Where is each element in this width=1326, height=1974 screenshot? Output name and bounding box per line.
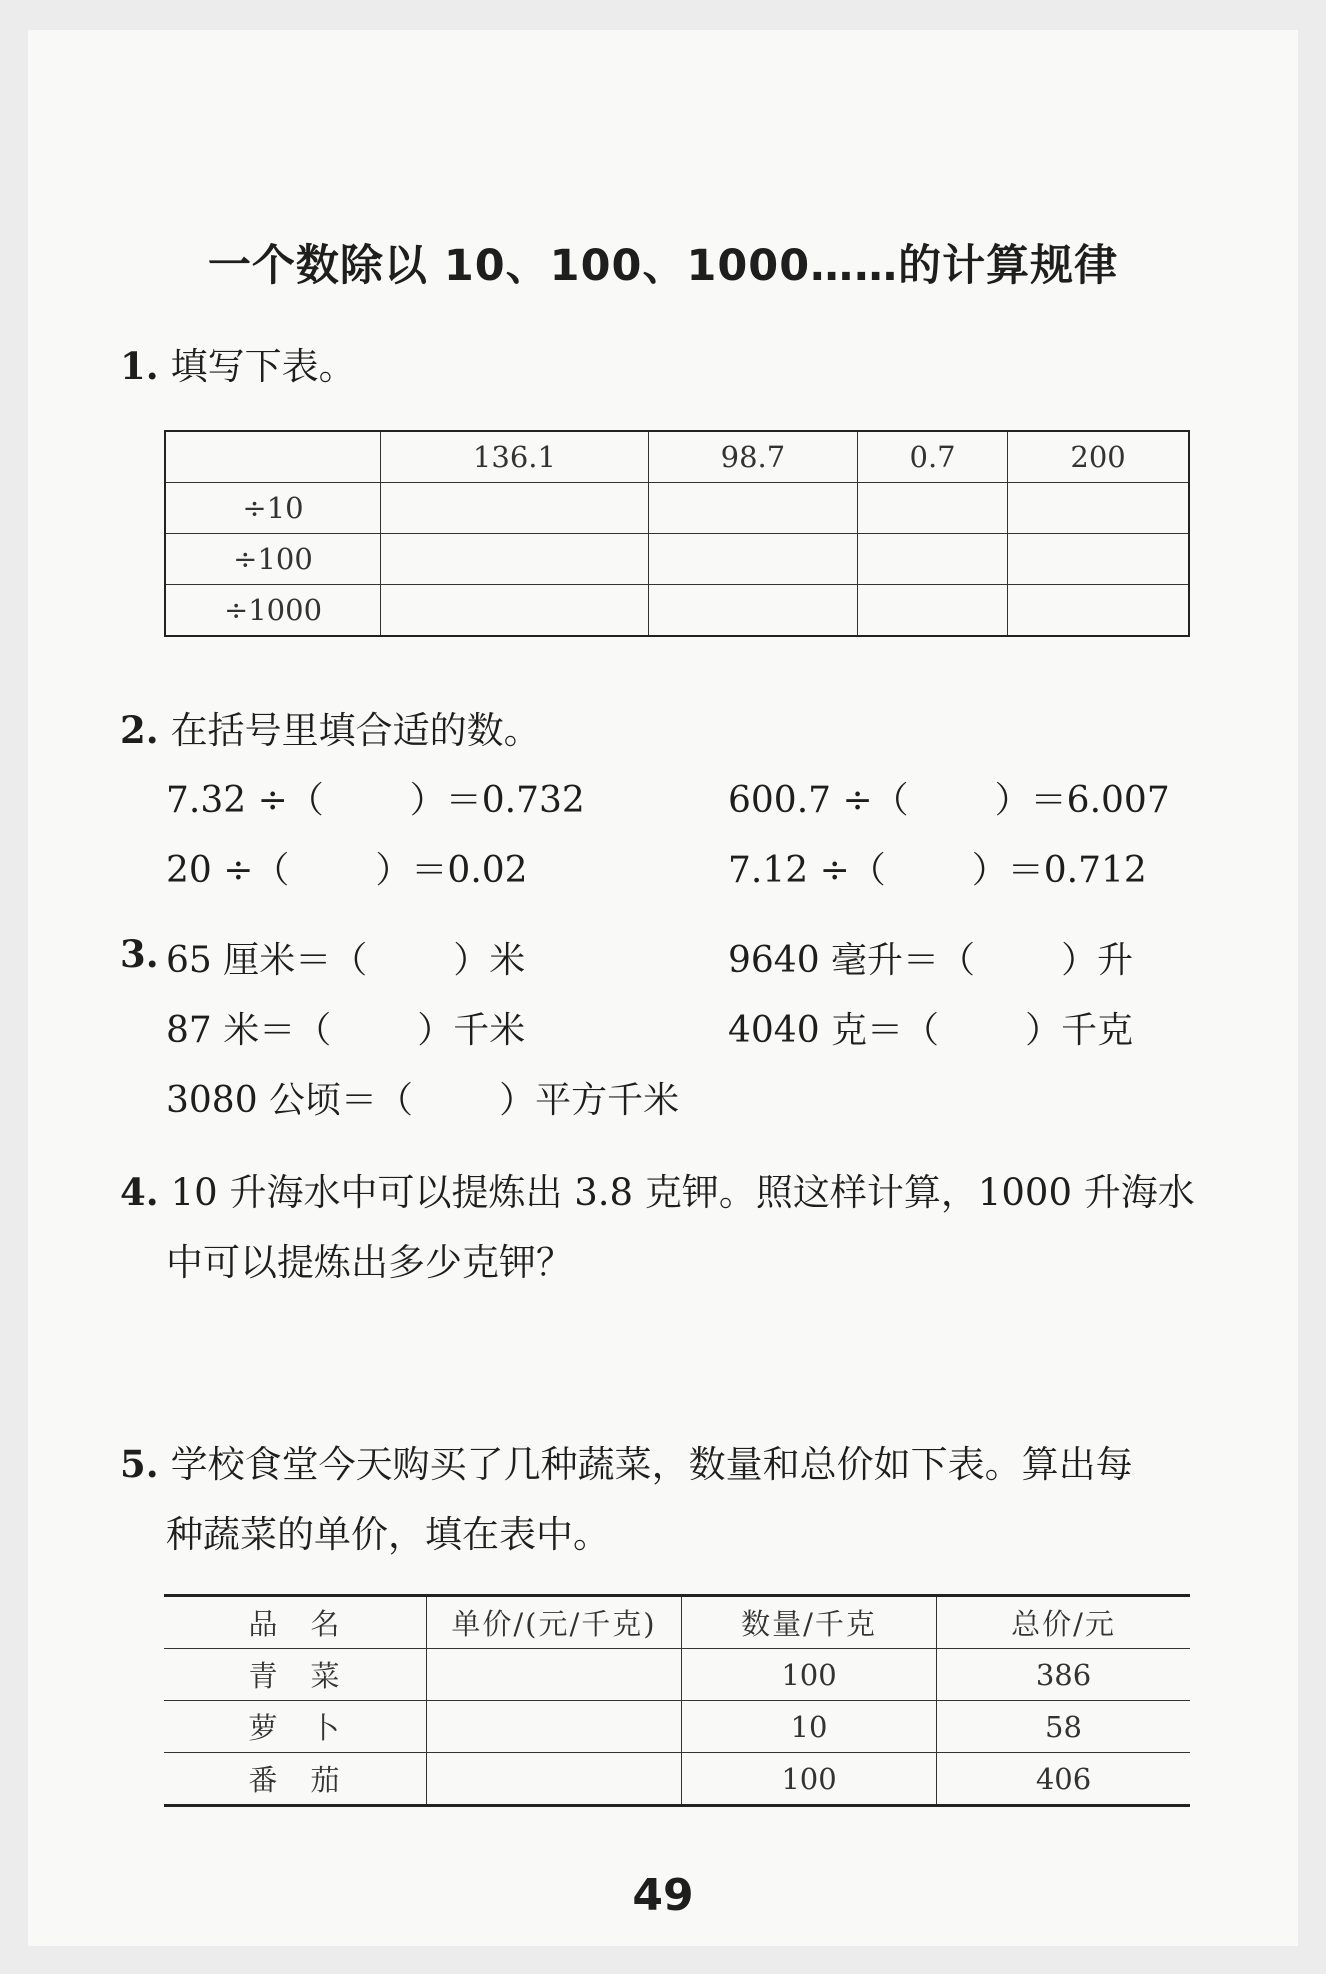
answer-cell[interactable] (857, 585, 1007, 637)
table-header-row (164, 1596, 1190, 1649)
question-1 (120, 336, 356, 390)
table-header-cell: 98.7 (648, 431, 857, 483)
table-header-cell: 0.7 (857, 431, 1007, 483)
row-label: ÷10 (165, 483, 381, 534)
vegetable-table (164, 1594, 1190, 1807)
page-title: 一个数除以 10、100、1000……的计算规律 (207, 241, 1119, 291)
answer-cell[interactable] (1008, 534, 1189, 585)
answer-cell[interactable] (1008, 483, 1189, 534)
question-number: 3. (120, 932, 159, 976)
table-header-cell: 数量/千克 (682, 1596, 937, 1649)
quantity-cell: 10 (682, 1701, 937, 1753)
answer-cell[interactable] (427, 1649, 682, 1701)
question-text-continued: 中可以提炼出多少克钾？ (166, 1241, 573, 1284)
answer-cell[interactable] (381, 483, 649, 534)
answer-cell[interactable] (381, 534, 649, 585)
answer-cell[interactable] (857, 534, 1007, 585)
answer-cell[interactable] (381, 585, 649, 637)
table-row (165, 585, 1189, 637)
answer-cell[interactable] (648, 483, 857, 534)
page-number: 49 (632, 1870, 694, 1921)
fill-item: 87 米＝（ ）千米 (166, 1010, 526, 1051)
question-text: 学校食堂今天购买了几种蔬菜，数量和总价如下表。算出每 (170, 1443, 1133, 1486)
total-cell: 58 (937, 1701, 1191, 1753)
table-cell (165, 431, 381, 483)
table-header-cell: 品 名 (164, 1596, 427, 1649)
table-header-cell: 单价/(元/千克) (427, 1596, 682, 1649)
question-text: 10 升海水中可以提炼出 3.8 克钾。照这样计算，1000 升海水 (170, 1171, 1195, 1214)
fill-item: 3080 公顷＝（ ）平方千米 (166, 1080, 680, 1121)
total-cell: 386 (937, 1649, 1191, 1701)
table-row (164, 1753, 1190, 1806)
fill-item: 7.12 ÷（ ）＝0.712 (728, 850, 1147, 891)
vegetable-name: 青 菜 (164, 1649, 427, 1701)
question-3 (120, 932, 171, 976)
table-row (164, 1649, 1190, 1701)
answer-cell[interactable] (427, 1753, 682, 1806)
question-number: 4. (120, 1170, 159, 1214)
table-header-row (165, 431, 1189, 483)
question-number: 5. (120, 1442, 159, 1486)
question-2 (120, 700, 541, 754)
answer-cell[interactable] (427, 1701, 682, 1753)
fill-item: 9640 毫升＝（ ）升 (728, 940, 1134, 981)
table-header-cell: 200 (1008, 431, 1189, 483)
answer-cell[interactable] (648, 534, 857, 585)
fill-item: 20 ÷（ ）＝0.02 (166, 850, 528, 891)
row-label: ÷1000 (165, 585, 381, 637)
total-cell: 406 (937, 1753, 1191, 1806)
fill-item: 600.7 ÷（ ）＝6.007 (728, 780, 1170, 821)
answer-cell[interactable] (648, 585, 857, 637)
table-header-cell: 总价/元 (937, 1596, 1191, 1649)
vegetable-name: 番 茄 (164, 1753, 427, 1806)
answer-cell[interactable] (857, 483, 1007, 534)
quantity-cell: 100 (682, 1753, 937, 1806)
fill-item: 7.32 ÷（ ）＝0.732 (166, 780, 585, 821)
question-number: 1. (120, 344, 159, 388)
question-4 (120, 1162, 1195, 1216)
question-number: 2. (120, 708, 159, 752)
answer-cell[interactable] (1008, 585, 1189, 637)
question-text: 在括号里填合适的数。 (170, 709, 541, 752)
table-row (165, 483, 1189, 534)
question-text: 填写下表。 (170, 345, 356, 388)
table-row (164, 1701, 1190, 1753)
question-text-continued: 种蔬菜的单价，填在表中。 (166, 1513, 610, 1556)
table-header-cell: 136.1 (381, 431, 649, 483)
row-label: ÷100 (165, 534, 381, 585)
fill-item: 4040 克＝（ ）千克 (728, 1010, 1134, 1051)
fill-item: 65 厘米＝（ ）米 (166, 940, 526, 981)
division-table (164, 430, 1190, 637)
quantity-cell: 100 (682, 1649, 937, 1701)
table-row (165, 534, 1189, 585)
vegetable-name: 萝 卜 (164, 1701, 427, 1753)
question-5 (120, 1434, 1133, 1488)
